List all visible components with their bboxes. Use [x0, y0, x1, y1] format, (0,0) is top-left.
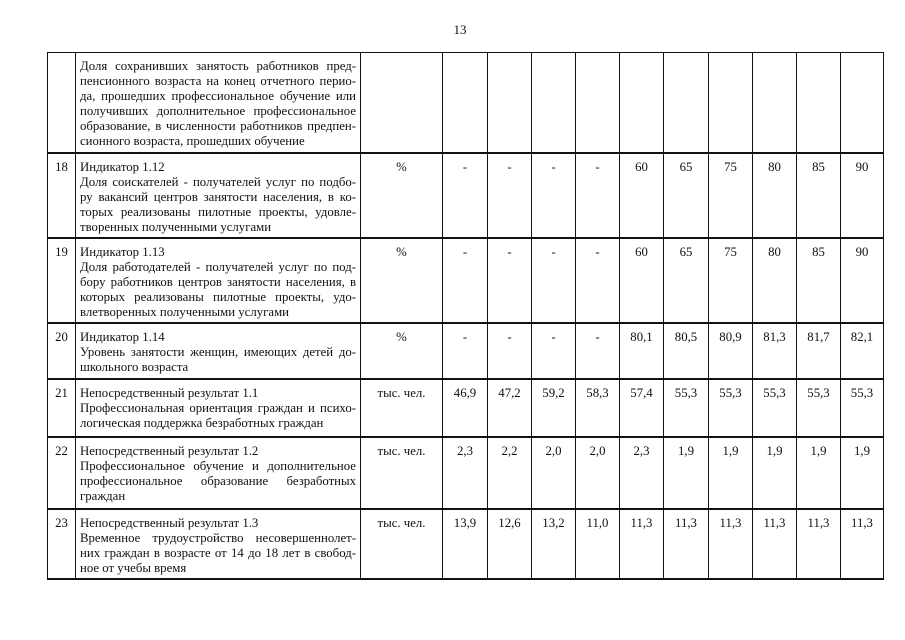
- indicator-name-cell: [76, 379, 361, 437]
- row-number-cell: 18: [48, 153, 76, 238]
- value-cell: 80,9: [709, 323, 753, 379]
- indicator-description-line: Доля работодателей - получателей услуг по под-: [80, 259, 356, 274]
- indicator-description-line: влетворенных полученными услугами: [80, 304, 290, 319]
- value-cell: [709, 53, 753, 153]
- value-cell: 85: [797, 238, 841, 323]
- table-row: [48, 53, 884, 153]
- indicator-name-cell: [76, 53, 361, 153]
- indicator-description-line: Профессиональное обучение и дополнительное: [80, 458, 356, 473]
- value-cell: 82,1: [841, 323, 884, 379]
- value-cell: 2,0: [532, 437, 576, 509]
- value-cell: [576, 53, 620, 153]
- page-number: 13: [453, 22, 467, 37]
- value-cell: 1,9: [664, 437, 709, 509]
- row-number-cell: 23: [48, 509, 76, 579]
- value-cell: 13,2: [532, 509, 576, 579]
- value-cell: [797, 53, 841, 153]
- value-cell: [841, 53, 884, 153]
- indicator-description-line: получивших дополнительное профессиональное: [80, 104, 356, 118]
- value-cell: 58,3: [576, 379, 620, 437]
- value-cell: 90: [841, 238, 884, 323]
- indicator-table: [47, 52, 884, 580]
- value-cell: 1,9: [841, 437, 884, 509]
- value-cell: 60: [620, 238, 664, 323]
- value-cell: 2,2: [488, 437, 532, 509]
- indicator-description-line: сионного возраста, прошедших обучение: [80, 134, 305, 148]
- indicator-title: Непосредственный результат 1.1: [80, 385, 259, 400]
- value-cell: 81,3: [753, 323, 797, 379]
- indicator-description-line: образование, в численности работников предпен-: [80, 119, 356, 133]
- indicator-description-line: Уровень занятости женщин, имеющих детей до-: [80, 344, 356, 359]
- value-cell: -: [532, 153, 576, 238]
- row-number-cell: 19: [48, 238, 76, 323]
- value-cell: 11,0: [576, 509, 620, 579]
- indicator-description-line: творенных полученными услугами: [80, 219, 272, 234]
- value-cell: 55,3: [797, 379, 841, 437]
- value-cell: 59,2: [532, 379, 576, 437]
- value-cell: -: [576, 238, 620, 323]
- value-cell: [620, 53, 664, 153]
- table-row: [48, 379, 884, 437]
- value-cell: 11,3: [664, 509, 709, 579]
- value-cell: -: [532, 238, 576, 323]
- indicator-description-line: школьного возраста: [80, 359, 189, 374]
- indicator-description-line: Временное трудоустройство несовершеннолет-: [80, 530, 356, 545]
- value-cell: -: [443, 153, 488, 238]
- value-cell: 11,3: [797, 509, 841, 579]
- indicator-description-line: пенсионного возраста на конец отчетного перио-: [80, 74, 356, 88]
- row-number-cell: 21: [48, 379, 76, 437]
- value-cell: 85: [797, 153, 841, 238]
- value-cell: 80: [753, 238, 797, 323]
- value-cell: -: [576, 153, 620, 238]
- indicator-title: Индикатор 1.14: [80, 329, 165, 344]
- value-cell: [532, 53, 576, 153]
- indicator-description-line: Профессиональная ориентация граждан и психо-: [80, 400, 356, 415]
- value-cell: 55,3: [664, 379, 709, 437]
- value-cell: 1,9: [797, 437, 841, 509]
- value-cell: 65: [664, 153, 709, 238]
- table-row: [48, 153, 884, 238]
- indicator-description-line: Доля сохранивших занятость работников пред-: [80, 59, 356, 73]
- indicator-title: Индикатор 1.12: [80, 159, 165, 174]
- indicator-description-line: логическая поддержка безработных граждан: [80, 415, 324, 430]
- indicator-name-cell: [76, 238, 361, 323]
- value-cell: 80,5: [664, 323, 709, 379]
- unit-cell: %: [361, 153, 443, 238]
- value-cell: 90: [841, 153, 884, 238]
- value-cell: 81,7: [797, 323, 841, 379]
- indicator-name-cell: [76, 323, 361, 379]
- value-cell: [664, 53, 709, 153]
- indicator-title: Непосредственный результат 1.3: [80, 515, 259, 530]
- value-cell: -: [532, 323, 576, 379]
- value-cell: 12,6: [488, 509, 532, 579]
- value-cell: 11,3: [709, 509, 753, 579]
- indicator-description-line: Доля соискателей - получателей услуг по подбо-: [80, 174, 356, 189]
- indicator-name-cell: [76, 437, 361, 509]
- value-cell: 55,3: [753, 379, 797, 437]
- value-cell: [488, 53, 532, 153]
- indicator-description-line: профессиональное образование безработных: [80, 473, 356, 488]
- value-cell: -: [488, 323, 532, 379]
- value-cell: 2,3: [620, 437, 664, 509]
- value-cell: 47,2: [488, 379, 532, 437]
- value-cell: 46,9: [443, 379, 488, 437]
- indicator-description-line: них граждан в возрасте от 14 до 18 лет в свобод-: [80, 545, 356, 560]
- row-number-cell: 20: [48, 323, 76, 379]
- unit-cell: %: [361, 323, 443, 379]
- value-cell: 2,0: [576, 437, 620, 509]
- value-cell: -: [443, 238, 488, 323]
- value-cell: 55,3: [709, 379, 753, 437]
- value-cell: 57,4: [620, 379, 664, 437]
- table-row: [48, 238, 884, 323]
- value-cell: [753, 53, 797, 153]
- indicator-title: Индикатор 1.13: [80, 244, 165, 259]
- indicator-description-line: граждан: [80, 488, 126, 503]
- row-number-cell: [48, 53, 76, 153]
- indicator-description-line: ру вакансий центров занятости населения, в ко-: [80, 189, 356, 204]
- indicator-title: Непосредственный результат 1.2: [80, 443, 259, 458]
- indicator-description-line: бору работников центров занятости населения, в: [80, 274, 356, 289]
- value-cell: 80: [753, 153, 797, 238]
- indicator-description-line: которых реализованы пилотные проекты, удо-: [80, 289, 356, 304]
- unit-cell: тыс. чел.: [361, 437, 443, 509]
- value-cell: 11,3: [841, 509, 884, 579]
- value-cell: 65: [664, 238, 709, 323]
- unit-cell: [361, 53, 443, 153]
- value-cell: 1,9: [709, 437, 753, 509]
- value-cell: 11,3: [753, 509, 797, 579]
- value-cell: 55,3: [841, 379, 884, 437]
- unit-cell: %: [361, 238, 443, 323]
- indicator-description-line: ное от учебы время: [80, 560, 187, 575]
- value-cell: 2,3: [443, 437, 488, 509]
- indicator-description-line: да, прошедших профессиональное обучение или: [80, 89, 356, 103]
- indicator-name-cell: [76, 509, 361, 579]
- value-cell: 11,3: [620, 509, 664, 579]
- row-number-cell: 22: [48, 437, 76, 509]
- value-cell: -: [443, 323, 488, 379]
- table-row: [48, 437, 884, 509]
- value-cell: 60: [620, 153, 664, 238]
- value-cell: 75: [709, 238, 753, 323]
- value-cell: [443, 53, 488, 153]
- indicator-name-cell: [76, 153, 361, 238]
- value-cell: -: [488, 238, 532, 323]
- value-cell: -: [576, 323, 620, 379]
- indicator-description-line: торых реализованы пилотные проекты, удовле-: [80, 204, 356, 219]
- table-row: [48, 323, 884, 379]
- unit-cell: тыс. чел.: [361, 379, 443, 437]
- unit-cell: тыс. чел.: [361, 509, 443, 579]
- value-cell: 1,9: [753, 437, 797, 509]
- value-cell: 80,1: [620, 323, 664, 379]
- value-cell: 13,9: [443, 509, 488, 579]
- table-row: [48, 509, 884, 579]
- value-cell: -: [488, 153, 532, 238]
- indicator-table-body: [48, 53, 884, 579]
- value-cell: 75: [709, 153, 753, 238]
